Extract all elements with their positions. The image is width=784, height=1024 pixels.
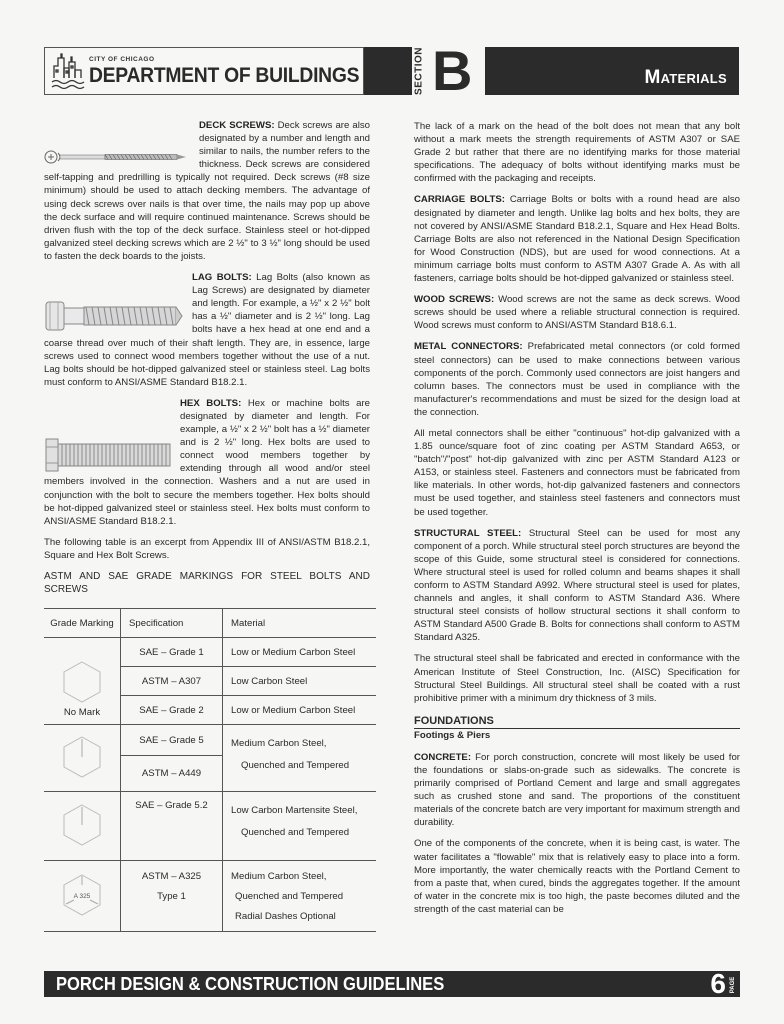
- concrete-paragraph: CONCRETE: For porch construction, concrete will most likely be used for the foundations or slabs-on-grade such as sidewalks. The concrete is primarily comprised of Portland Cement and large and small aggregates such as crushed stone and sand. The proportions of the constituent materials of the concrete batch are very important for maximum strength and durability.: [414, 751, 740, 829]
- material-cell: Low Carbon Steel: [223, 667, 377, 696]
- table-title: ASTM AND SAE GRADE MARKINGS FOR STEEL BOLTS AND SCREWS: [44, 571, 370, 595]
- grade-marking-cell: [44, 792, 121, 861]
- spec-cell: SAE – Grade 2: [121, 696, 223, 725]
- page-label: PAGE: [730, 976, 736, 994]
- hex-head-no-mark-icon: [62, 660, 102, 704]
- hex-head-three-line-icon: [62, 873, 102, 917]
- svg-text:A 325: A 325: [73, 892, 91, 900]
- structural-steel-heading: STRUCTURAL STEEL:: [414, 527, 522, 539]
- grade-marking-cell: [44, 861, 121, 932]
- material-cell: Low or Medium Carbon Steel: [223, 696, 377, 725]
- no-mark-note: The lack of a mark on the head of the bolt does not mean that any bolt without a mark meets the strength requirements of ASTM A307 or SAE Grade 2 but rather that there are no identifying marks for those material specifications. The adequacy of bolts without identifying marks must be confirmed with the packaging and receipts.: [414, 121, 740, 185]
- page-number: 6: [710, 968, 726, 999]
- department-title: DEPARTMENT OF BUILDINGS: [89, 64, 360, 87]
- grade-marking-label: No Mark: [63, 707, 101, 718]
- table-row: [44, 792, 376, 861]
- footer-title: PORCH DESIGN & CONSTRUCTION GUIDELINES: [56, 974, 445, 994]
- lag-bolts-heading: LAG BOLTS:: [192, 272, 252, 284]
- section-label: SECTION: [413, 47, 425, 95]
- carriage-bolts-heading: CARRIAGE BOLTS:: [414, 194, 505, 206]
- deck-screws-heading: DECK SCREWS:: [199, 120, 275, 131]
- hex-head-single-line-icon: [62, 735, 102, 779]
- spec-cell: SAE – Grade 5.2: [121, 792, 223, 861]
- material-cell: Medium Carbon Steel, Quenched and Tempered Radial Dashes Optional: [223, 861, 377, 932]
- grade-marking-cell: [44, 638, 121, 725]
- galvanizing-note: All metal connectors shall be either "continuous" hot-dip galvanized with a 1.85 ounce/square foot of zinc coating per ASTM Standard A653, or "batch"/"post" hot-dip galvanized with zinc per ASTM Standard A123 or A153, or stainless steel. Fasteners and connectors must be fabricated from like materials. In other words, hot-dip galvanized fasteners and connectors must be used together, and stainless steel fasteners and connectors must be used together.: [414, 427, 740, 518]
- table-row: [44, 725, 376, 756]
- spec-cell: SAE – Grade 5: [121, 725, 223, 756]
- lag-bolt-icon: [44, 299, 184, 333]
- hex-bolt-icon: [44, 437, 172, 473]
- department-logo-box: [44, 47, 364, 95]
- carriage-bolts-paragraph: CARRIAGE BOLTS: Carriage Bolts or bolts with a round head are also designated by diameter and length. Unlike lag bolts and hex bolts, they are not covered by ANSI/ASME Standard B18.2.1, Square and Hex Head Bolts. Carriage Bolts are also not referenced in the National Design Specification for Wood Construction (NDS), but are used for wood connections. At a minimum carriage bolts must conform to ASTM A307 Grade A. As with all fasteners, carriage bolts should be hot-dipped galvanized or stainless steel.: [414, 194, 741, 285]
- structural-steel-paragraph: STRUCTURAL STEEL: Structural Steel can be used for most any component of a porch. While structural steel porch structures are beyond the scope of this Guide, some structural steel is considered for connections. Where structural steel is used for rolled column and beams shapes it shall conform to ASTM Standard A992. Where structural steel is used for plates, channels and angles, it shall conform to ASTM Standard A36. Where structural steel consists of hollow structural sections it shall conform to ASTM Standard A500 Grade B. Bolts for connections shall conform to ASTM Standard A325.: [414, 527, 740, 644]
- city-label: CITY OF CHICAGO: [89, 56, 155, 63]
- section-title: Materials: [644, 67, 727, 88]
- concrete-heading: CONCRETE:: [414, 751, 472, 763]
- metal-connectors-heading: METAL CONNECTORS:: [414, 341, 523, 353]
- deck-screws-paragraph: DECK SCREWS: Deck screws are also designated by a number and length and similar to nails, the number refers to the thickness. Deck screws are considered self-tapping and predrilling is typically not required. Deck screws (#8 size minimum) should be used to attach decking members. The advantage of using deck screws over nails is that over time, the nails may pop up above the deck surface and will require continued maintenance. Screws should be driven flush with the top of the deck surface. Stainless steel or hot-dipped galvanized steel decking screws which are 2 ½" to 3 ½" long should be used to fasten the deck boards to the joists.: [44, 120, 370, 262]
- spec-cell: ASTM – A307: [121, 667, 223, 696]
- spec-cell: ASTM – A325 Type 1: [121, 861, 223, 932]
- metal-connectors-paragraph: METAL CONNECTORS: Prefabricated metal connectors (or cold formed steel connectors) can be used to make connections between various components of the porch. Commonly used connectors are joist hangers and column bases. The connectors must be used in compliance with the manufacturer's recommendations and must be sized for the design load at the connection.: [414, 341, 740, 418]
- foundations-heading: FOUNDATIONS: [414, 714, 494, 727]
- material-cell: Medium Carbon Steel, Quenched and Tempered: [223, 725, 377, 792]
- spec-cell: ASTM – A449: [121, 756, 223, 792]
- section-title-band: [485, 47, 739, 95]
- header-specification: Specification: [121, 609, 223, 638]
- footings-piers-subheading: Footings & Piers: [414, 728, 740, 741]
- wood-screws-heading: WOOD SCREWS:: [414, 294, 495, 306]
- wood-screws-paragraph: WOOD SCREWS: Wood screws are not the same as deck screws. Wood screws should be used where a reliable structural connection is required. Wood screws must conform to ANSI/ASTM Standard B18.6.1.: [414, 294, 740, 332]
- header-material: Material: [223, 609, 377, 638]
- section-letter: B: [432, 39, 473, 102]
- table-row: [44, 861, 376, 932]
- right-column: [414, 120, 740, 924]
- chicago-skyline-icon: [51, 52, 85, 92]
- hex-bolts-heading: HEX BOLTS:: [180, 397, 242, 409]
- footer-band: [44, 968, 740, 999]
- table-header-row: [44, 609, 376, 638]
- aisc-note: The structural steel shall be fabricated and erected in conformance with the American Institute of Steel Construction, Inc. (AISC) Specification for Structural Steel Buildings. All structural steel shall be coated with a rust prohibitive primer with a minimum dry thickness of 3 mils.: [414, 653, 740, 704]
- header-dark-block: [364, 47, 412, 95]
- water-note: One of the components of the concrete, when it is being cast, is water. The water facilitates a "flowable" mix that is relatively easy to place into a form. More importantly, the water chemically reacts with the Portland Cement to from a paste that, when cured, binds the aggregates together. If the amount of water in the concrete mix is too high, the paste becomes diluted and the strength of the cast material can be: [414, 838, 740, 915]
- spec-cell: SAE – Grade 1: [121, 638, 223, 667]
- grade-marking-cell: [44, 725, 121, 792]
- grade-markings-table: [44, 608, 376, 932]
- material-cell: Low Carbon Martensite Steel, Quenched and Tempered: [223, 792, 377, 861]
- lag-bolts-paragraph: LAG BOLTS: Lag Bolts (also known as Lag Screws) are designated by diameter and length. For example, a ½" x 2 ½" bolt has a ½" diameter and is 2 ½" long. Lag bolts have a hex head at one end and a coarse thread over much of their shaft length. They are, in essence, large screws used to connect wood members together without the use of a nut. Lag bolts should be hot-dipped galvanized steel or stainless steel. Lag bolts must conform to ANSI/ASME Standard B18.2.1.: [44, 272, 370, 388]
- table-intro: The following table is an excerpt from Appendix III of ANSI/ASTM B18.2.1, Square and Hex Bolt Screws.: [44, 536, 370, 561]
- left-column: [44, 119, 370, 604]
- header-grade-marking: Grade Marking: [44, 609, 121, 638]
- material-cell: Low or Medium Carbon Steel: [223, 638, 377, 667]
- hex-bolts-paragraph: HEX BOLTS: Hex or machine bolts are designated by diameter and length. For example, a ½" x 2 ½" bolt has a ½" diameter and is 2 ½" long. Hex bolts are used to connect wood members together by extending through all wood and/or steel members involved in the connection. Washers and a nut are used in conjunction with the bolt to secure the members together. Hex bolts should be hot-dipped galvanized steel or stainless steel. Hex bolts must conform to ANSI/ASME Standard B18.2.1.: [44, 397, 371, 527]
- deck-screw-icon: [44, 147, 189, 167]
- hex-head-single-line-icon: [62, 803, 102, 847]
- table-row: [44, 638, 376, 667]
